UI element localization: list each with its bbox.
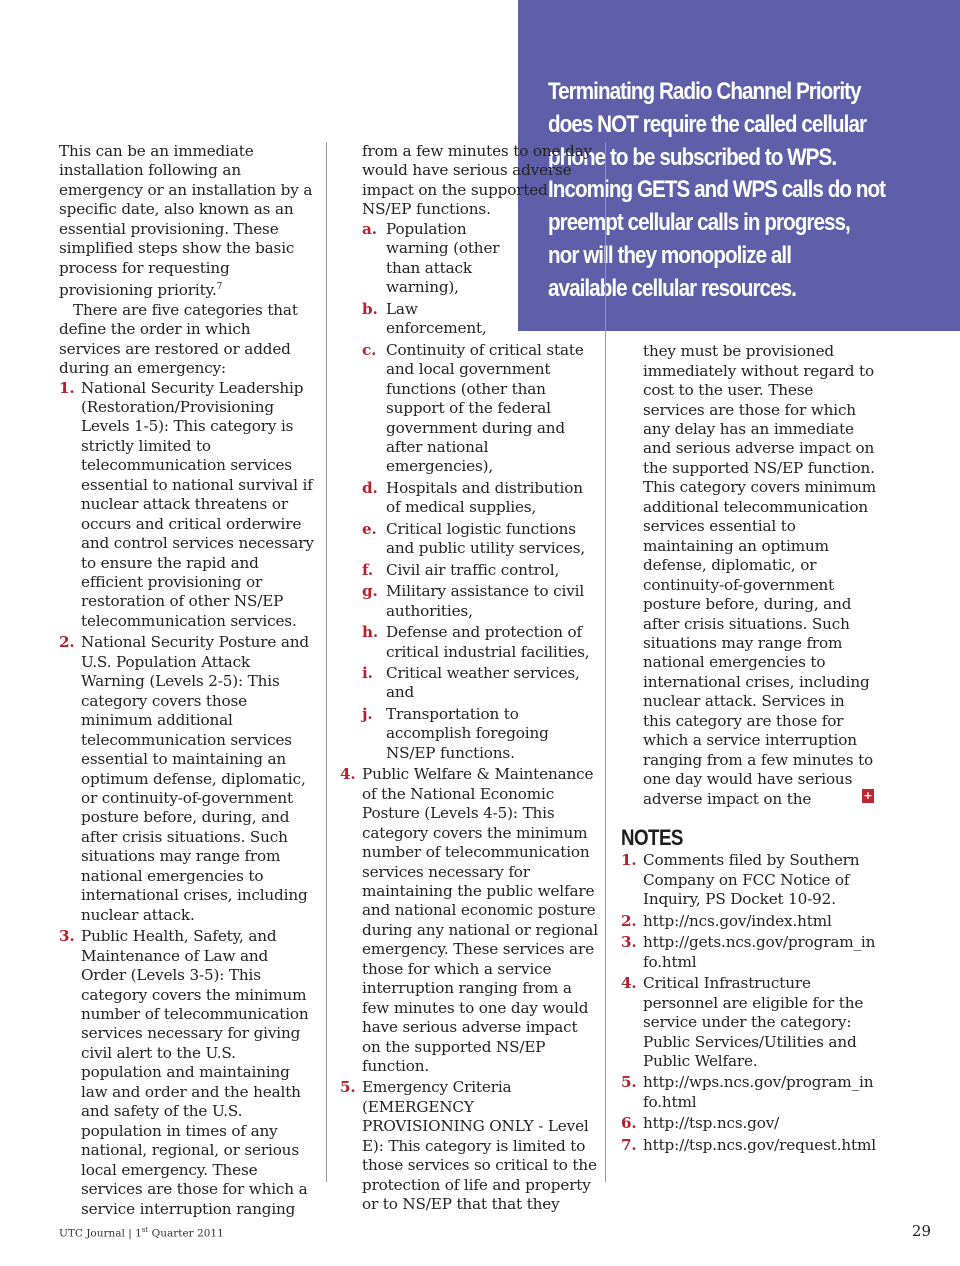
category-text-cont: they must be provisioned immediately without regard to cost to the user. These services are those for which any delay has an immediate and serious adverse impact on the supported NS/EP function. This category covers minimum additional telecommunication services essential to maintaining an optimum defense, diplomatic, or continuity-of-government posture before, during, and after crisis situations. Such situations may range from national emergencies to international crises, including nuclear attack. Services in this category are those for which a service interruption ranging from a few minutes to one day would have serious adverse impact on the [643,342,876,808]
quarter-suffix: st [141,1226,149,1234]
subitem-text: Critical logistic functions and public utility services, [386,519,586,558]
note-text: http://ncs.gov/index.html [643,911,832,930]
subitem-letter: a. [362,220,377,238]
note-item [621,851,876,909]
note-text: Critical Infrastructure personnel are eligible for the service under the category: Public Services/Utilities and Public Welfare. [643,974,864,1070]
subitem-text: Critical weather services, and [386,663,580,702]
note-number: 7. [621,1135,637,1154]
category-text: Public Welfare & Maintenance of the National Economic Posture (Levels 4-5): This category covers the minimum number of telecommunication services necessary for maintaining the public welfare and national economic posture during any national or regional emergency. These services are those for which a service interruption ranging from a few minutes to one day would have serious adverse impact on the supported NS/EP function. [362,765,598,1076]
column-divider [605,142,606,1182]
category-continuation [340,142,598,220]
note-item [621,933,876,972]
footer-journal [59,1226,224,1240]
category-item [59,927,315,1219]
subitem [362,664,598,703]
subitem-letter: j. [362,704,373,723]
note-number: 2. [621,911,637,930]
pull-quote-line: preempt cellular calls in progress, [548,209,850,237]
subitem-letter: e. [362,519,377,538]
category-text-cont: from a few minutes to one day would have serious adverse impact on the supported NS/EP functions. [362,142,592,219]
intro-paragraph: This can be an immediate installation following an emergency or an installation by a specific date, also known as an essential provisioning. These simplified steps show the basic process for requesting provisioning priority.$^7$ [59,142,313,300]
pull-quote-line: does NOT require the called cellular [548,110,867,138]
column-divider [326,142,327,1182]
category-item [340,765,598,1076]
category-number: 5. [340,1078,356,1097]
pull-quote-line: available cellular resources. [548,274,796,302]
subitem-text: Defense and protection of critical industrial facilities, [386,623,590,661]
note-text: http://wps.ncs.gov/program_info.html [643,1073,874,1111]
note-number: 3. [621,933,637,952]
subitem [362,479,598,518]
pull-quote-line: Incoming GETS and WPS calls do not [548,176,886,204]
page-number: 29 [911,1222,931,1240]
footnote-ref: 7 [216,282,223,293]
category-item [59,633,315,925]
pull-quote-line: phone to be subscribed to WPS. [548,143,837,171]
category-number: 1. [59,378,75,397]
pull-quote-text [548,76,892,306]
subitem-letter: c. [362,340,377,359]
note-item [621,1136,876,1155]
note-text: http://tsp.ncs.gov/ [643,1114,780,1133]
subitem [362,561,598,580]
subitem [362,520,598,559]
footer-separator: | [128,1227,132,1240]
pull-quote-line: Terminating Radio Channel Priority [548,78,861,105]
subitem-text: Population warning (other than attack warning), [386,220,500,297]
subitem-text: Transportation to accomplish foregoing NS/EP functions. [386,704,549,762]
note-number: 5. [621,1073,637,1092]
end-of-article-icon: + [863,789,873,802]
note-number: 6. [621,1114,637,1133]
categories-intro: There are five categories that define the order in which services are restored or added during an emergency: [59,300,298,378]
quarter-text: Quarter 2011 [151,1227,224,1240]
article-column-2 [340,142,598,1214]
subitem [362,705,598,763]
note-text: http://tsp.ncs.gov/request.html [643,1135,876,1154]
category-item [59,379,315,632]
note-number: 1. [621,851,637,870]
note-text: Comments filed by Southern Company on FCC Notice of Inquiry, PS Docket 10-92. [643,851,860,909]
subitem-text: Military assistance to civil authorities, [386,582,585,620]
category-text: Emergency Criteria (EMERGENCY PROVISIONING ONLY - Level E): This category is limited to those services so critical to the protection of life and property or to NS/EP that that they [362,1078,597,1214]
category-text: Public Health, Safety, and Maintenance of Law and Order (Levels 3-5): This category covers the minimum number of telecommunication services necessary for giving civil alert to the U.S. population and maintaining law and order and the health and safety of the U.S. population in times of any national, regional, or serious local emergency. These services are those for which a service interruption ranging [81,927,309,1218]
category-number: 3. [59,927,75,946]
category-text: National Security Posture and U.S. Population Attack Warning (Levels 2-5): This category covers those minimum additional telecommunication services essential to maintaining an optimum defense, diplomatic, or continuity-of-government posture before, during, and after crisis situations. Such situations may range from national emergencies to international crises, including nuclear attack. [81,633,309,924]
subitem-letter: h. [362,623,379,642]
category-number: 2. [59,633,75,652]
note-number: 4. [621,974,637,993]
subitem-letter: f. [362,560,373,579]
subitem-letter: b. [362,299,378,318]
note-item [621,1114,876,1133]
quarter-number: 1 [135,1227,142,1240]
pull-quote-line: nor will they monopolize all [548,241,792,269]
note-item [621,1073,876,1112]
note-item [621,974,876,1071]
category-continuation [621,342,876,808]
subitem-text: Law enforcement, [386,299,487,338]
category-item [340,1078,598,1214]
journal-name: UTC Journal [59,1227,125,1240]
subitem [362,623,598,662]
note-item [621,912,876,931]
subitem-letter: g. [362,582,378,601]
article-column-3 [621,342,876,1155]
subitem-text: Civil air traffic control, [386,560,560,579]
subitem-text: Hospitals and distribution of medical supplies, [386,478,583,517]
article-column-1 [59,142,315,1219]
subitem-text: Continuity of critical state and local government functions (other than support of the federal government during and after national emergencies), [386,340,584,476]
subitem [362,220,598,298]
subitem-letter: i. [362,663,373,682]
subitem [362,300,598,339]
note-text: http://gets.ncs.gov/program_info.html [643,933,876,971]
subitem-letter: d. [362,478,378,497]
category-number: 4. [340,765,356,784]
subitem [362,341,598,477]
notes-heading: NOTES [621,825,683,850]
subitem [362,582,598,621]
category-text: National Security Leadership (Restoration/Provisioning Levels 1-5): This category is strictly limited to telecommunication services essential to national survival if nuclear attack threatens or occurs and critical orderwire and control services necessary to ensure the rapid and efficient provisioning or restoration of other NS/EP telecommunication services. [81,378,314,630]
